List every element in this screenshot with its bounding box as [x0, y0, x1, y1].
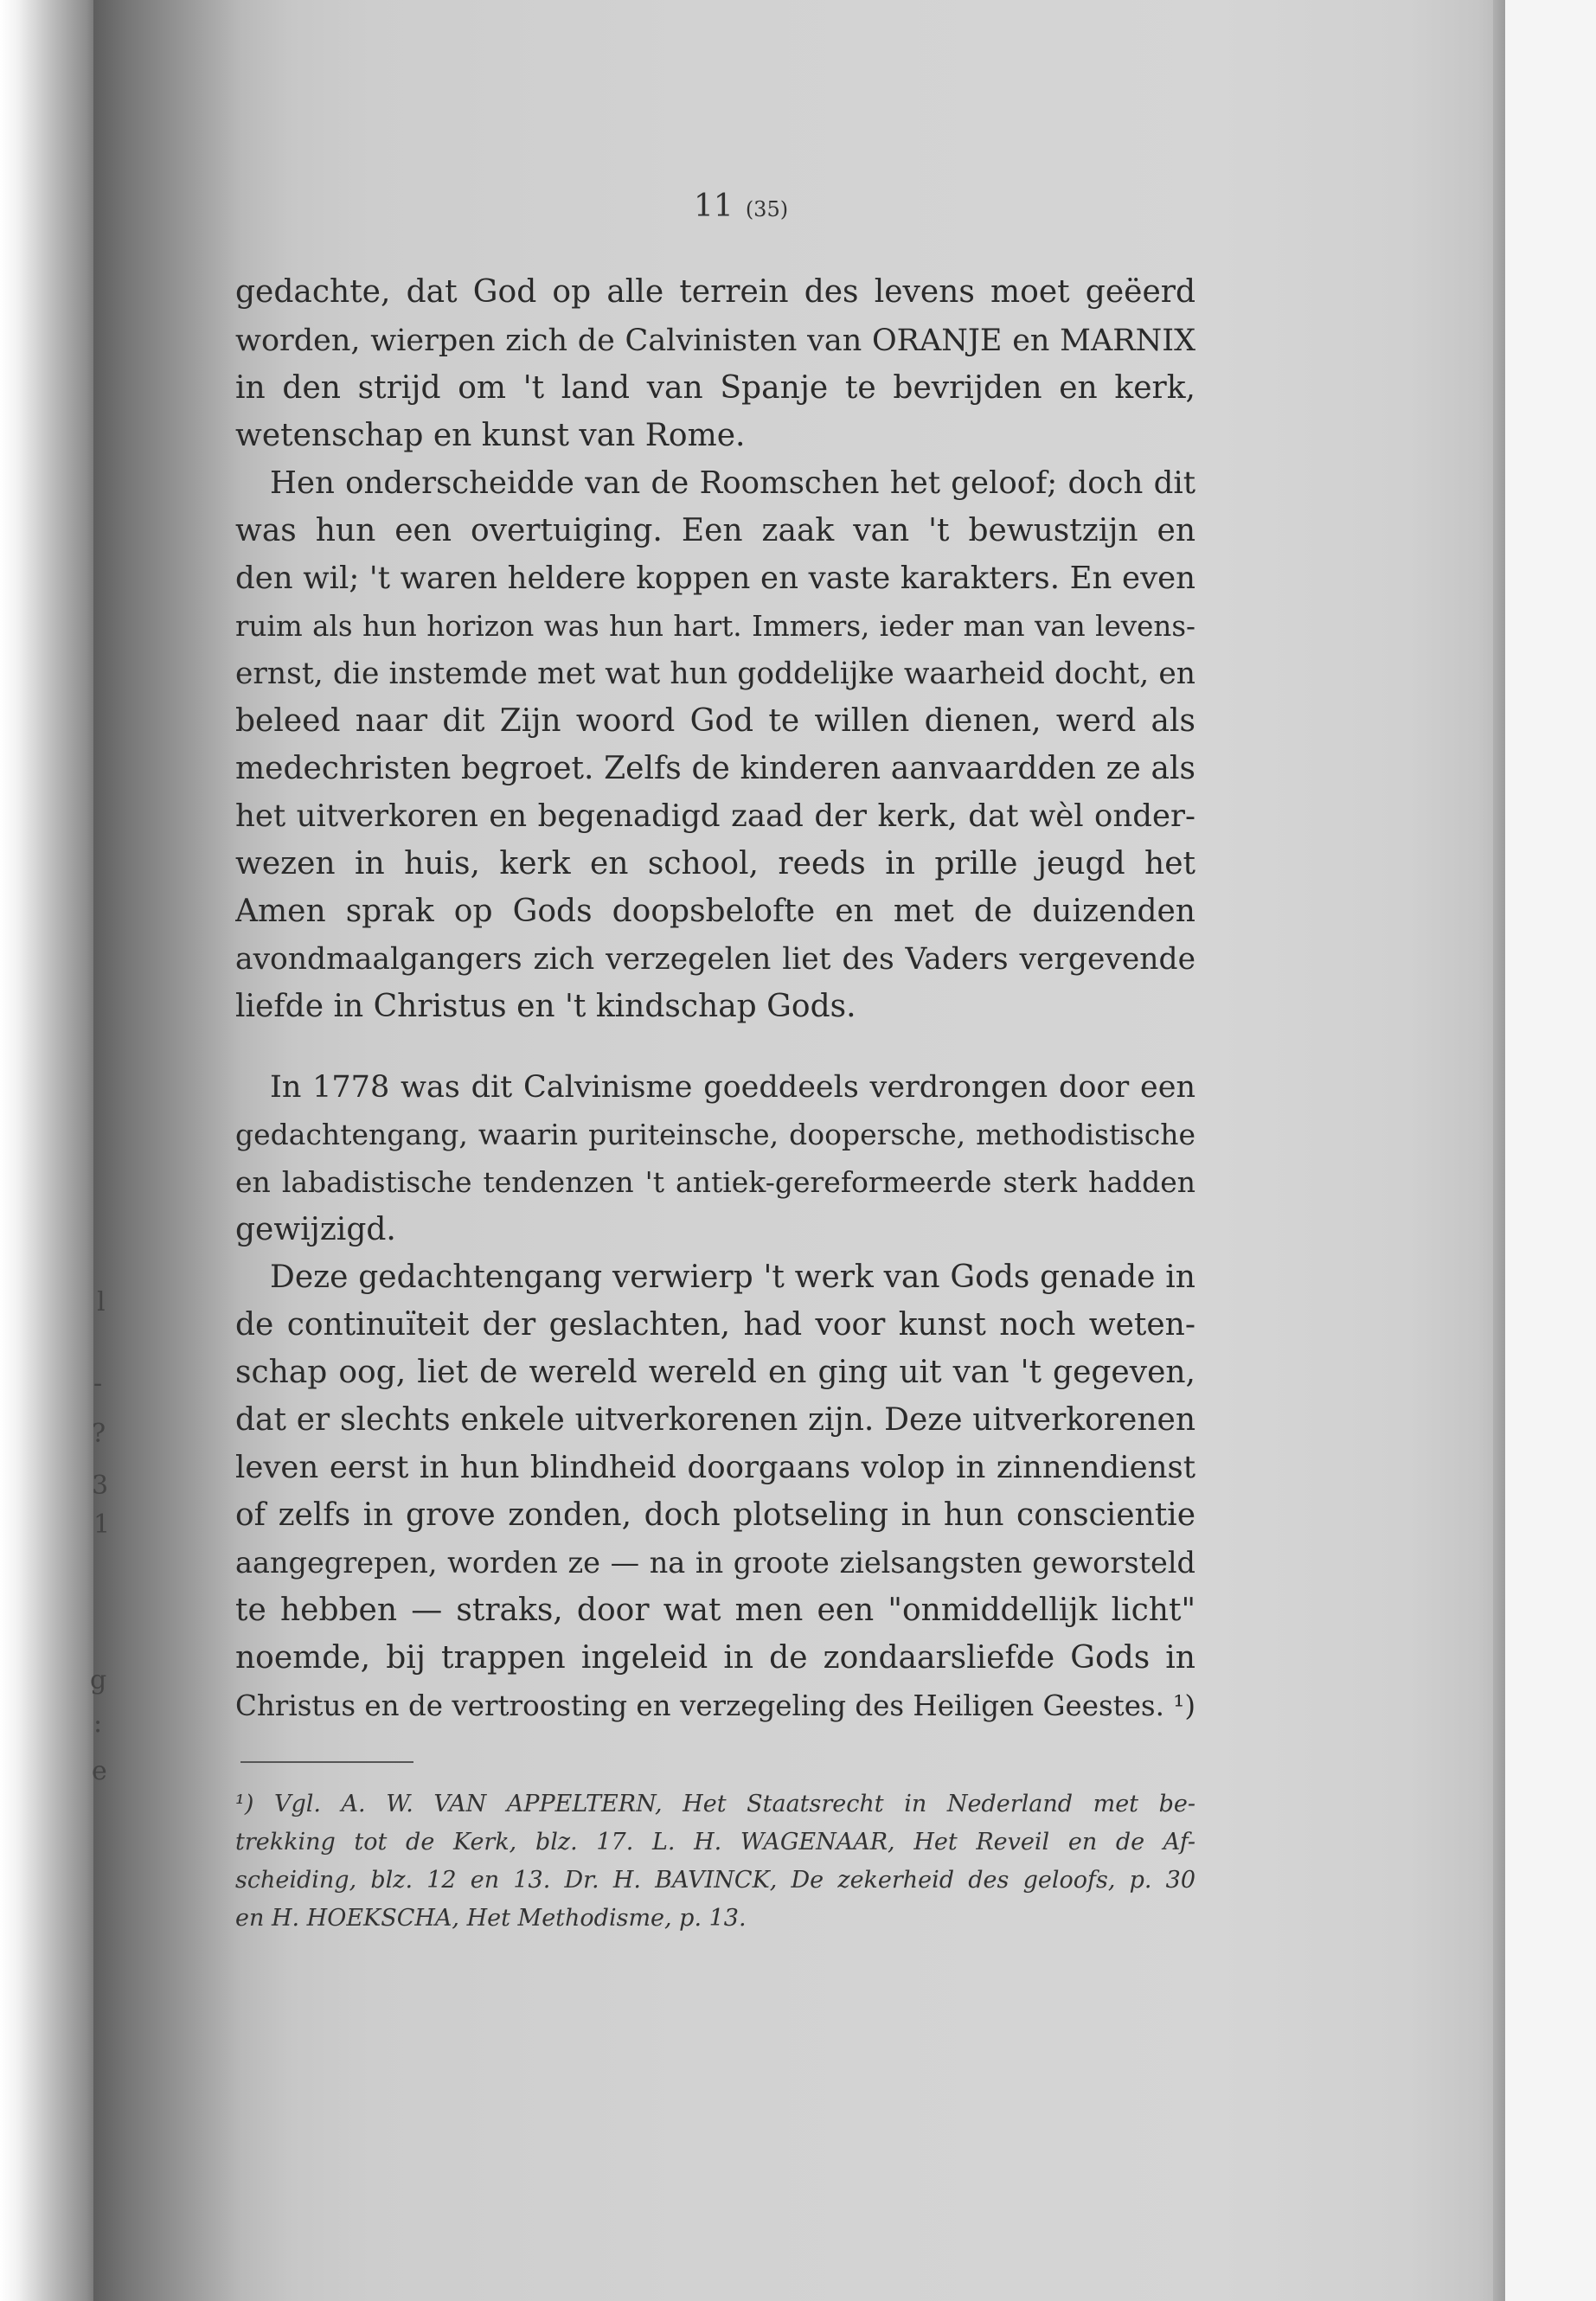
body-line: de continuïteit der geslachten, had voor kunst noch weten- — [235, 1307, 1195, 1343]
body-line: aangegrepen, worden ze — na in groote zielsangsten geworsteld — [235, 1546, 1195, 1580]
page-number — [694, 189, 788, 224]
gutter-mark: l — [97, 1287, 106, 1317]
body-line: gedachte, dat God op alle terrein des levens moet geëerd — [235, 274, 1195, 310]
page-right-edge — [1493, 0, 1505, 2301]
body-line: medechristen begroet. Zelfs de kinderen aanvaardden ze als — [235, 751, 1195, 786]
body-line: was hun een overtuiging. Een zaak van 't bewustzijn en — [235, 513, 1195, 548]
body-line: In 1778 was dit Calvinisme goeddeels verdrongen door een — [270, 1070, 1195, 1105]
body-line: den wil; 't waren heldere koppen en vaste karakters. En even — [235, 561, 1195, 596]
page-number-value: 11 — [694, 189, 734, 224]
body-line: liefde in Christus en 't kindschap Gods. — [235, 989, 856, 1024]
body-line: worden, wierpen zich de Calvinisten van ORANJE en MARNIX — [235, 324, 1195, 358]
footnote-line: scheiding, blz. 12 en 13. Dr. H. BAVINCK, De zekerheid des geloofs, p. 30 — [235, 1867, 1195, 1894]
right-margin — [1505, 0, 1596, 2301]
gutter-mark: g — [90, 1665, 107, 1695]
body-line: Deze gedachtengang verwierp 't werk van Gods genade in — [270, 1259, 1195, 1295]
body-line: noemde, bij trappen ingeleid in de zondaarsliefde Gods in — [235, 1640, 1195, 1676]
body-line: leven eerst in hun blindheid doorgaans volop in zinnendienst — [235, 1450, 1195, 1485]
footnote-line: en H. HOEKSCHA, Het Methodisme, p. 13. — [235, 1905, 747, 1932]
body-line: te hebben — straks, door wat men een "onmiddellijk licht" — [235, 1593, 1195, 1628]
body-line: schap oog, liet de wereld wereld en ging uit van 't gegeven, — [235, 1355, 1195, 1390]
body-line: avondmaalgangers zich verzegelen liet des Vaders vergevende — [235, 942, 1195, 977]
body-line: Amen sprak op Gods doopsbelofte en met de duizenden — [235, 894, 1195, 929]
body-line: gewijzigd. — [235, 1212, 396, 1247]
gutter-mark: : — [93, 1708, 103, 1739]
body-line: Hen onderscheidde van de Roomschen het geloof; doch dit — [270, 465, 1195, 501]
gutter-mark: 1 — [93, 1509, 111, 1540]
gutter-mark: e — [92, 1756, 107, 1786]
body-line: beleed naar dit Zijn woord God te willen dienen, werd als — [235, 703, 1195, 739]
body-line: ernst, die instemde met wat hun goddelijke waarheid docht, en — [235, 657, 1195, 691]
body-line: Christus en de vertroosting en verzegeling des Heiligen Geestes. ¹) — [235, 1689, 1195, 1722]
body-line: gedachtengang, waarin puriteinsche, doopersche, methodistische — [235, 1118, 1195, 1151]
body-line: in den strijd om 't land van Spanje te bevrijden en kerk, — [235, 370, 1195, 406]
body-line: en labadistische tendenzen 't antiek-gereformeerde sterk hadden — [235, 1165, 1195, 1199]
body-line: wezen in huis, kerk en school, reeds in prille jeugd het — [235, 846, 1195, 881]
body-line: het uitverkoren en begenadigd zaad der kerk, dat wèl onder- — [235, 798, 1195, 834]
body-line: wetenschap en kunst van Rome. — [235, 418, 746, 453]
body-line: ruim als hun horizon was hun hart. Immers, ieder man van levens- — [235, 610, 1195, 643]
footnote-line: ¹) Vgl. A. W. VAN APPELTERN, Het Staatsrecht in Nederland met be- — [235, 1791, 1195, 1817]
gutter-mark: - — [93, 1368, 103, 1399]
original-page-number: (35) — [745, 197, 789, 221]
scanner-bed — [0, 0, 93, 2301]
gutter-mark: ? — [92, 1419, 106, 1449]
footnote-rule — [240, 1761, 413, 1763]
footnote-line: trekking tot de Kerk, blz. 17. L. H. WAGENAAR, Het Reveil en de Af- — [235, 1829, 1195, 1856]
gutter-mark: 3 — [92, 1471, 109, 1501]
body-line: dat er slechts enkele uitverkorenen zijn. Deze uitverkorenen — [235, 1402, 1195, 1438]
body-line: of zelfs in grove zonden, doch plotseling in hun conscientie — [235, 1497, 1195, 1533]
